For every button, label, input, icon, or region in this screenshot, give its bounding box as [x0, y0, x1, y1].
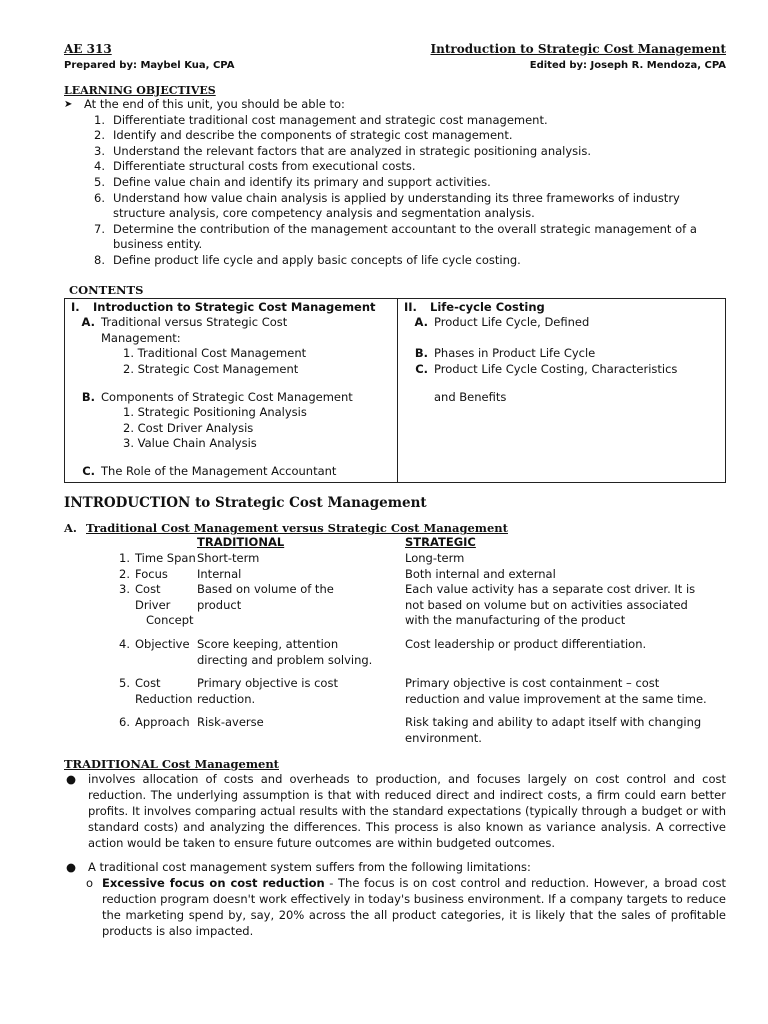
- circle-bullet-icon: o: [86, 875, 94, 890]
- prepared-by: Prepared by: Maybel Kua, CPA: [64, 60, 235, 71]
- contents-right-cell: II. Life-cycle Costing A. Product Life Cycle, Defined B. Phases in Product Life Cycle C. Product Life Cycle Costing, Characteristics and Benefits: [398, 298, 726, 483]
- list-item: 3. Understand the relevant factors that are analyzed in strategic positioning analysis.: [94, 143, 591, 158]
- comparison-heading: A. Traditional Cost Management versus Strategic Cost Management: [64, 521, 508, 536]
- objectives-intro: [64, 97, 726, 113]
- list-item: ● A traditional cost management system suffers from the following limitations:: [66, 859, 531, 874]
- bullet-icon: ●: [66, 859, 77, 874]
- table-row: 1. Time Span Short-term Long-term: [119, 551, 465, 566]
- author-line: [64, 60, 726, 76]
- traditional-cost-management-heading: TRADITIONAL Cost Management: [64, 756, 279, 771]
- comparison-header-row: [64, 535, 726, 551]
- table-row: 2. Focus Internal Both internal and external: [119, 566, 556, 581]
- list-item: ● involves allocation of costs and overheads to production, and focuses largely on cost control and cost reduction. The underlying assumption is that with reduced direct and indirect costs, a firm could earn better profits. It involves comparing actual results with the standard expectations (typically through a budget or with standard costs) and analyzing the differences. This process is also known as variance analysis. A corrective action would be taken to ensure future outcomes are within budgeted outcomes.: [66, 771, 726, 850]
- table-row: 5. Cost Reduction Primary objective is cost reduction. Primary objective is cost containment – cost reduction and value improvement at the same time.: [119, 676, 707, 706]
- traditional-column-header: TRADITIONAL: [197, 535, 285, 550]
- page-header: [64, 42, 726, 58]
- arrow-bullet-icon: ➤: [64, 99, 73, 110]
- introduction-heading: INTRODUCTION to Strategic Cost Management: [64, 495, 427, 512]
- list-item: 4. Differentiate structural costs from executional costs.: [94, 159, 416, 174]
- table-row: 3. Cost Driver Concept Based on volume of the product Each value activity has a separate cost driver. It is not based on volume but on activities associated with the manufacturing of the product: [119, 582, 696, 628]
- document-title: Introduction to Strategic Cost Management: [430, 42, 726, 56]
- table-row: 6. Approach Risk-averse Risk taking and ability to adapt itself with changing environment.: [119, 715, 702, 745]
- contents-heading: CONTENTS: [69, 282, 144, 297]
- bullet-icon: ●: [66, 771, 77, 786]
- course-code: AE 313: [64, 42, 112, 56]
- contents-part-title: Introduction to Strategic Cost Management: [93, 299, 376, 314]
- list-item: 5. Define value chain and identify its primary and support activities.: [94, 174, 491, 189]
- list-item: 2. Identify and describe the components of strategic cost management.: [94, 128, 513, 143]
- list-item: 1. Differentiate traditional cost management and strategic cost management.: [94, 112, 548, 127]
- objectives-intro-text: At the end of this unit, you should be able to:: [84, 97, 345, 111]
- edited-by: Edited by: Joseph R. Mendoza, CPA: [529, 60, 726, 71]
- list-item: 6. Understand how value chain analysis is applied by understanding its three frameworks of industry structure analysis, core competency analysis and segmentation analysis.: [94, 190, 680, 221]
- list-item: o Excessive focus on cost reduction - The focus is on cost control and reduction. However, a broad cost reduction program doesn't work effectively in today's business environment. If a company targets to reduce the marketing spend by, say, 20% across the all product categories, it is likely that the sales of profitable products is also impacted.: [86, 875, 726, 938]
- contents-table: [64, 298, 726, 484]
- table-row: 4. Objective Score keeping, attention directing and problem solving. Cost leadership or product differentiation.: [119, 637, 647, 667]
- objectives-list: [64, 113, 726, 269]
- document-page: [64, 42, 726, 939]
- strategic-column-header: STRATEGIC: [405, 535, 476, 550]
- comparison-table: [64, 535, 726, 746]
- learning-objectives-heading: LEARNING OBJECTIVES: [64, 84, 216, 97]
- list-item: 8. Define product life cycle and apply basic concepts of life cycle costing.: [94, 252, 521, 267]
- contents-part-title: Life-cycle Costing: [430, 299, 545, 314]
- contents-left-cell: I. Introduction to Strategic Cost Management A. Traditional versus Strategic Cost Management: 1. Traditional Cost Management 2. Strategic Cost Management B. Components of Strategic Cost Management 1. Strategic Positioning Analysis 2. Cost Driver Analysis 3. Value Chain Analysis C. The Role of the Management Accountant: [65, 298, 398, 483]
- list-item: 7. Determine the contribution of the management accountant to the overall strategic management of a business entity.: [94, 221, 697, 252]
